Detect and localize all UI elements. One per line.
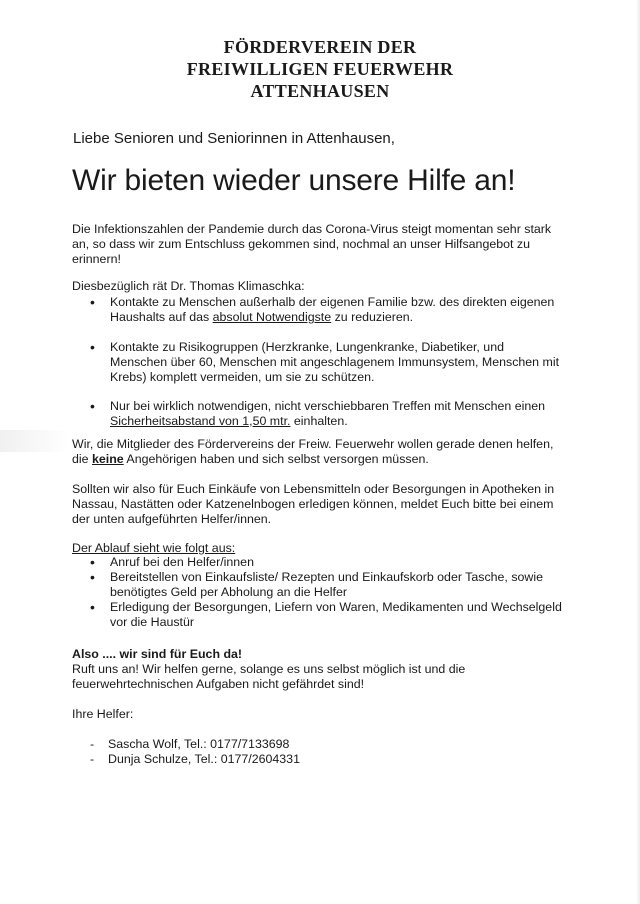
procedure-step: • Anruf bei den Helfer/innen xyxy=(72,555,564,570)
members-emphasis: keine xyxy=(91,452,124,466)
advice-item-1-text: Kontakte zu Menschen außerhalb der eigenen Familie bzw. des direkten eigenen Haushalts auf das xyxy=(110,295,555,324)
advice-item-3-text: Nur bei wirklich notwendigen, nicht verschiebbaren Treffen mit Menschen einen xyxy=(110,399,546,413)
headline: Wir bieten wieder unsere Hilfe an! xyxy=(72,164,516,197)
scan-smudge xyxy=(0,430,70,452)
procedure-step: • Erledigung der Besorgungen, Liefern von Waren, Medikamenten und Wechselgeld vor die Haustür xyxy=(72,600,564,630)
advice-list-3 xyxy=(72,399,564,429)
advice-item-risk-groups: • Kontakte zu Risikogruppen (Herzkranke, Lungenkranke, Diabetiker, und Menschen über 60, Menschen mit angeschlagenem Immunsystem, Menschen mit Krebs) komplett vermeiden, um sie zu schützen. xyxy=(72,340,564,385)
members-tail: Angehörigen haben und sich selbst versorgen müssen. xyxy=(123,452,429,466)
advice-item-1-tail: zu reduzieren. xyxy=(331,310,414,324)
advice-heading: Diesbezüglich rät Dr. Thomas Klimaschka: xyxy=(72,279,305,293)
helpers-heading: Ihre Helfer: xyxy=(72,707,134,721)
organization-header xyxy=(0,36,640,102)
intro-paragraph: Die Infektionszahlen der Pandemie durch das Corona-Virus steigt momentan sehr stark an, so dass wir zum Entschluss gekommen sind, nochmal an unser Hilfsangebot zu erinnern! xyxy=(72,222,552,266)
helper-entry: - Sascha Wolf, Tel.: 0177/7133698 xyxy=(90,737,300,752)
members-paragraph xyxy=(72,437,562,467)
header-line-3: ATTENHAUSEN xyxy=(250,81,390,101)
advice-item-distance xyxy=(72,399,564,429)
advice-item-contacts xyxy=(72,295,564,325)
header-line-2: FREIWILLIGEN FEUERWEHR xyxy=(186,59,454,79)
closing-paragraph: Ruft uns an! Wir helfen gerne, solange es uns selbst möglich ist und die feuerwehrtechnischen Aufgaben nicht gefährdet sind! xyxy=(72,662,466,691)
advice-list-1 xyxy=(72,295,564,325)
advice-item-3-tail: einhalten. xyxy=(290,414,348,428)
greeting: Liebe Senioren und Seniorinnen in Attenhausen, xyxy=(73,130,395,147)
header-line-1: FÖRDERVEREIN DER xyxy=(223,37,417,57)
advice-item-1-emphasis: absolut Notwendigste xyxy=(212,310,332,324)
scan-edge-shadow xyxy=(636,0,640,904)
helpers-list xyxy=(90,737,300,767)
closing-heading: Also .... wir sind für Euch da! xyxy=(72,647,243,661)
helper-entry: - Dunja Schulze, Tel.: 0177/2604331 xyxy=(90,752,300,767)
procedure-heading: Der Ablauf sieht wie folgt aus: xyxy=(72,541,236,555)
members-text: Wir, die Mitglieder des Fördervereins der Freiw. Feuerwehr wollen gerade denen helfen, die xyxy=(72,437,554,466)
advice-list-2 xyxy=(72,340,564,385)
shopping-paragraph: Sollten wir also für Euch Einkäufe von Lebensmitteln oder Besorgungen in Apotheken in Nassau, Nastätten oder Katzenelnbogen erledigen können, meldet Euch bitte bei einem der unten aufgeführten Helfer/innen. xyxy=(72,482,555,526)
procedure-steps xyxy=(72,555,564,630)
advice-item-3-emphasis: Sicherheitsabstand von 1,50 mtr. xyxy=(110,414,291,428)
procedure-step: • Bereitstellen von Einkaufsliste/ Rezepten und Einkaufskorb oder Tasche, sowie benötigtes Geld per Abholung an die Helfer xyxy=(72,570,564,600)
